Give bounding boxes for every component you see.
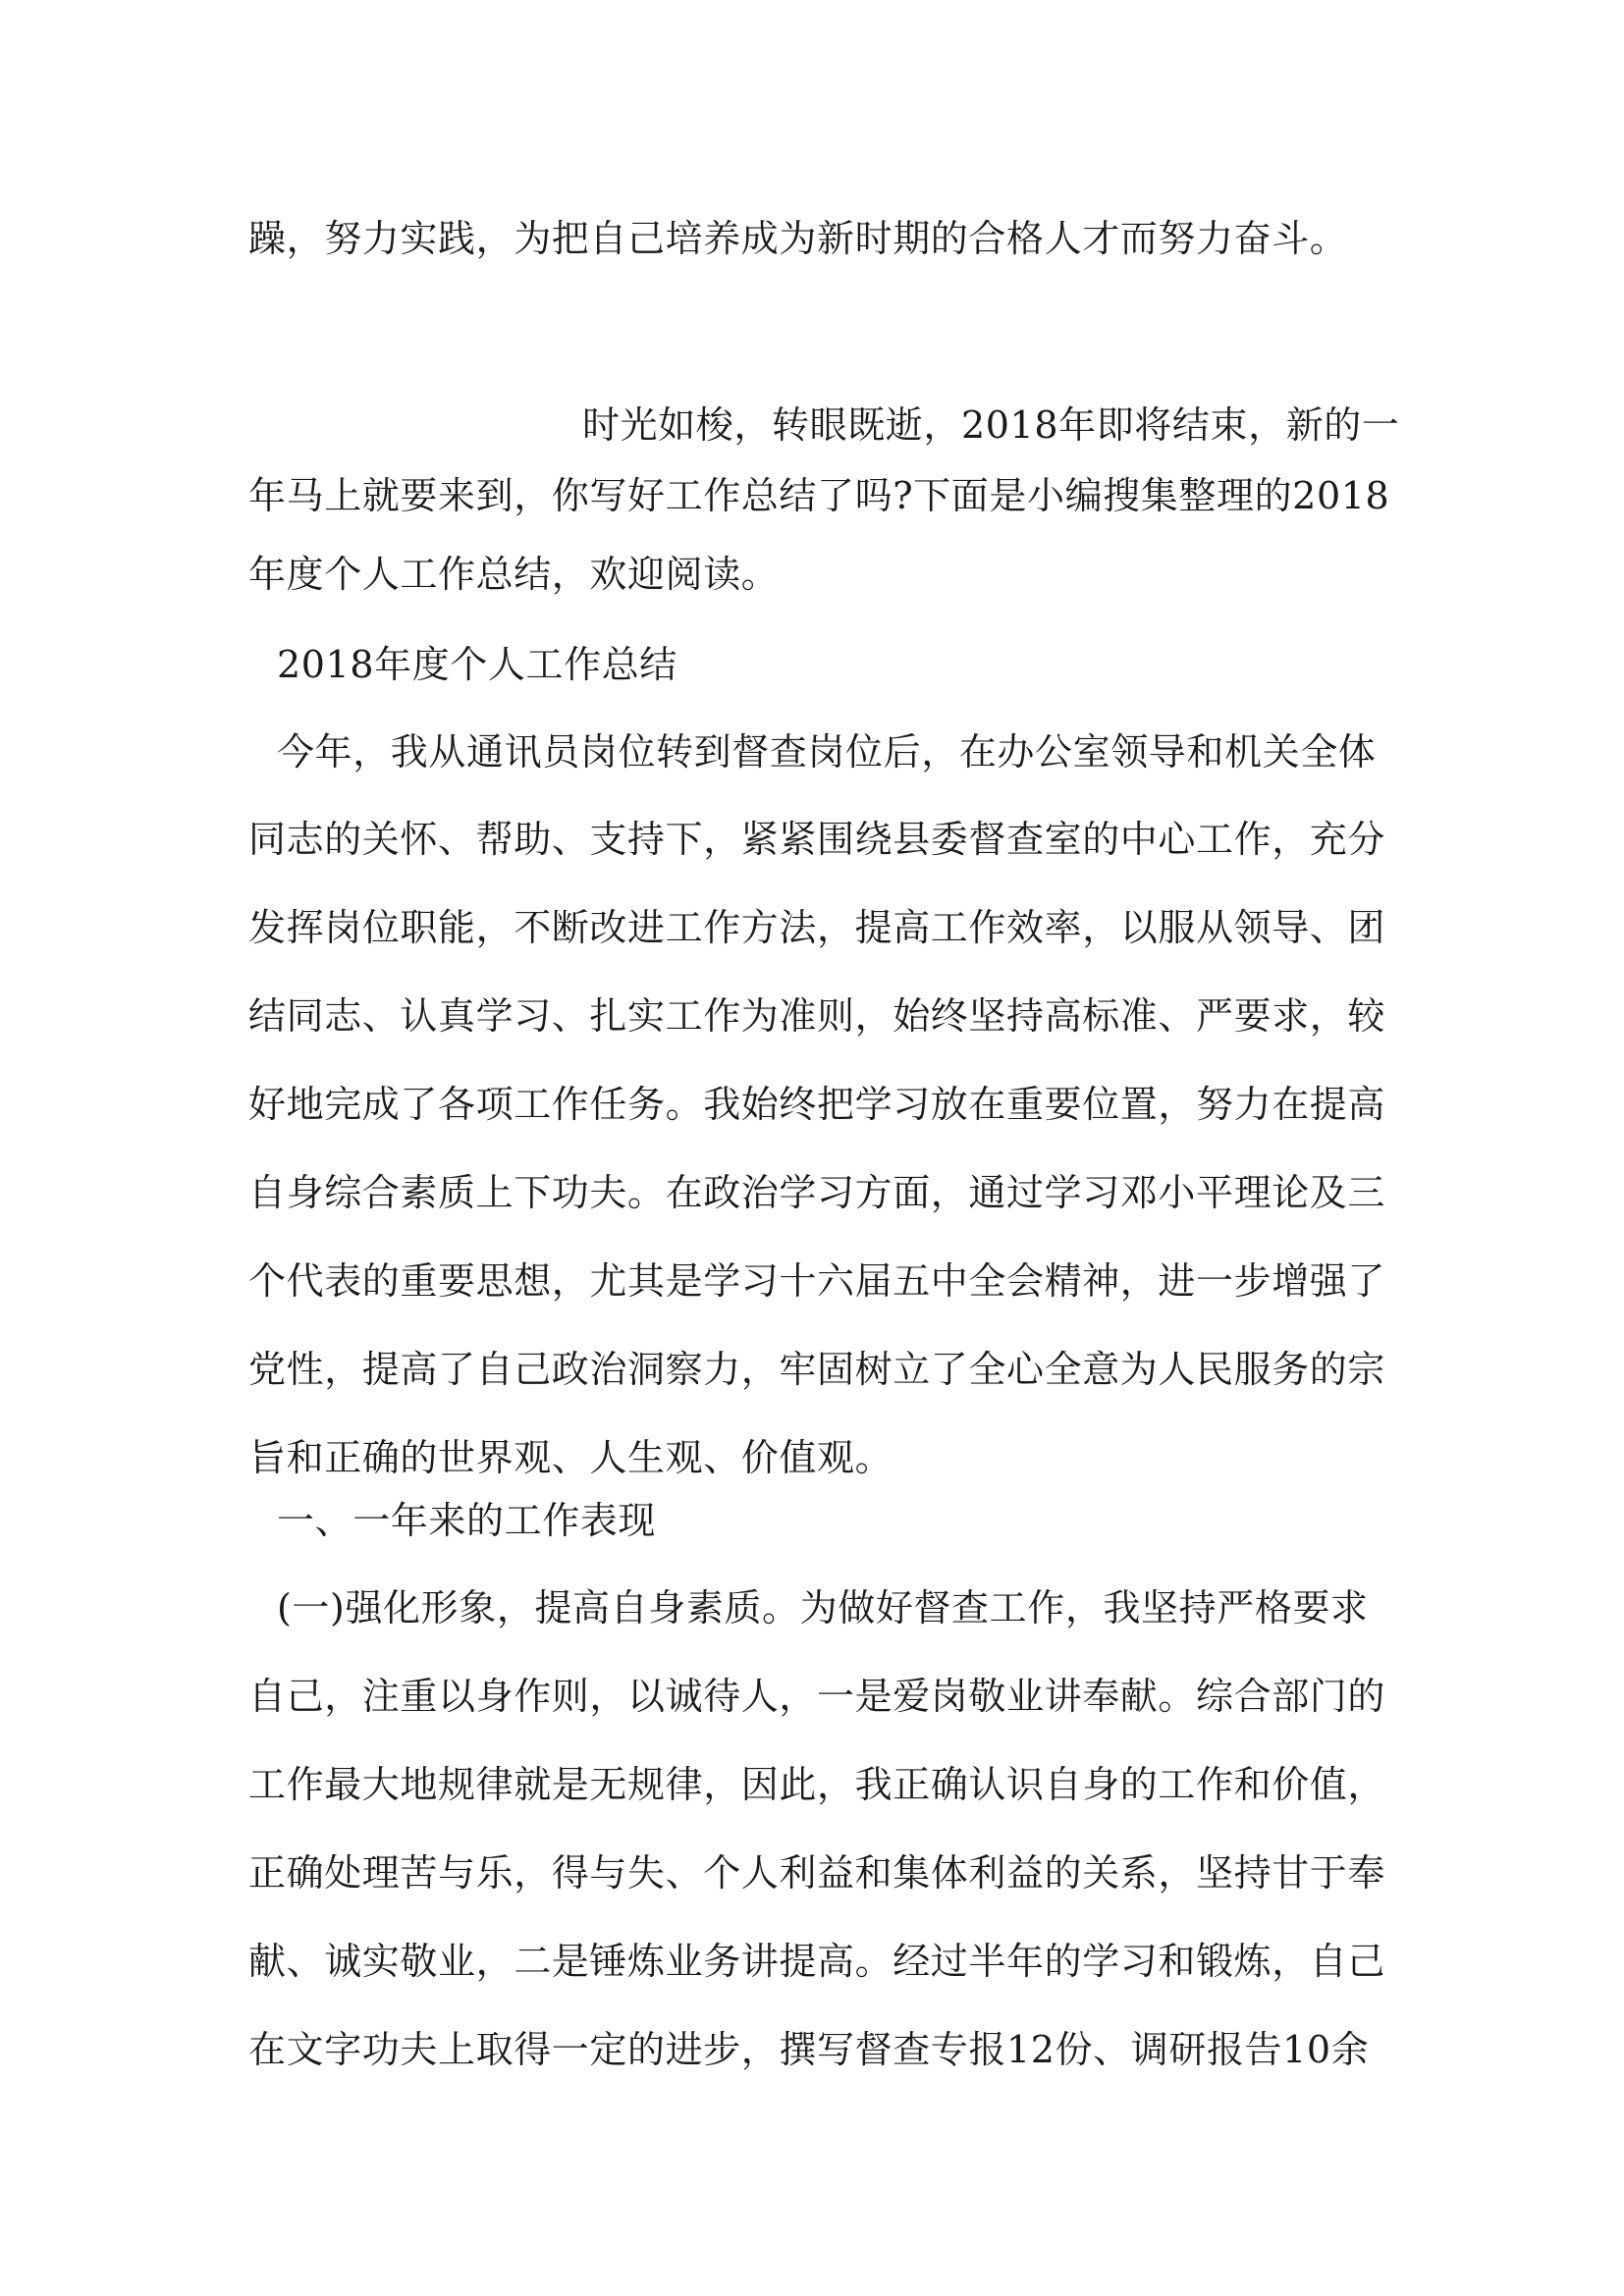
section-heading: 一、一年来的工作表现 xyxy=(277,1499,657,1542)
paragraph-line: 旨和正确的世界观、人生观、价值观。 xyxy=(248,1436,893,1479)
paragraph-line: 年度个人工作总结，欢迎阅读。 xyxy=(248,553,780,596)
paragraph-line: 党性，提高了自己政治洞察力，牢固树立了全心全意为人民服务的宗 xyxy=(248,1348,1386,1391)
paragraph-line: 在文字功夫上取得一定的进步，撰写督查专报12份、调研报告10余 xyxy=(248,2028,1370,2071)
paragraph-line: (一)强化形象，提高自身素质。为做好督查工作，我坚持严格要求 xyxy=(277,1586,1369,1629)
paragraph-line: 发挥岗位职能，不断改进工作方法，提高工作效率，以服从领导、团 xyxy=(248,906,1386,949)
paragraph-line: 躁，努力实践，为把自己培养成为新时期的合格人才而努力奋斗。 xyxy=(248,217,1348,260)
paragraph-line: 自身综合素质上下功夫。在政治学习方面，通过学习邓小平理论及三 xyxy=(248,1171,1386,1214)
paragraph-line: 年马上就要来到，你写好工作总结了吗?下面是小编搜集整理的2018 xyxy=(248,474,1390,517)
paragraph-line: 正确处理苦与乐，得与失、个人利益和集体利益的关系，坚持甘于奉 xyxy=(248,1851,1386,1895)
paragraph-line: 时光如梭，转眼既逝，2018年即将结束，新的一 xyxy=(582,403,1400,447)
paragraph-line: 献、诚实敬业，二是锤炼业务讲提高。经过半年的学习和锻炼，自己 xyxy=(248,1940,1386,1983)
paragraph-line: 自己，注重以身作则，以诚待人，一是爱岗敬业讲奉献。综合部门的 xyxy=(248,1675,1386,1718)
section-title: 2018年度个人工作总结 xyxy=(277,643,677,686)
paragraph-line: 今年，我从通讯员岗位转到督查岗位后，在办公室领导和机关全体 xyxy=(277,730,1377,774)
paragraph-line: 个代表的重要思想，尤其是学习十六届五中全会精神，进一步增强了 xyxy=(248,1259,1386,1303)
paragraph-line: 工作最大地规律就是无规律，因此，我正确认识自身的工作和价值， xyxy=(248,1763,1386,1806)
paragraph-line: 好地完成了各项工作任务。我始终把学习放在重要位置，努力在提高 xyxy=(248,1083,1386,1126)
paragraph-line: 结同志、认真学习、扎实工作为准则，始终坚持高标准、严要求，较 xyxy=(248,994,1386,1038)
paragraph-line: 同志的关怀、帮助、支持下，紧紧围绕县委督查室的中心工作，充分 xyxy=(248,818,1386,861)
